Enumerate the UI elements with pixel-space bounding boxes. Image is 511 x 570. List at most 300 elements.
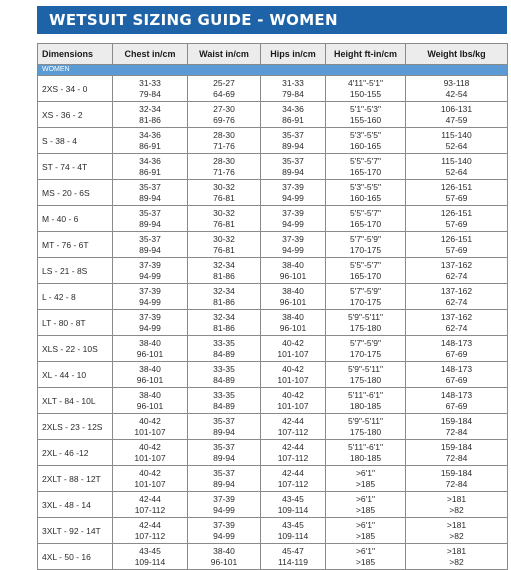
- size-cell: S - 38 - 4: [38, 128, 113, 154]
- hips-cell: [261, 128, 326, 154]
- hips-cell: [261, 440, 326, 466]
- waist-cell: [188, 258, 261, 284]
- header-dimensions: Dimensions: [38, 44, 113, 65]
- imperial-value: 42-44: [282, 441, 304, 452]
- height-cell: [326, 388, 406, 414]
- height-cell: [326, 102, 406, 128]
- table-row: [38, 284, 508, 310]
- table-row: [38, 492, 508, 518]
- metric-value: 71-76: [213, 140, 235, 151]
- metric-value: 81-86: [139, 114, 161, 125]
- hips-cell: [261, 362, 326, 388]
- imperial-value: 5'5"-5'7": [349, 155, 382, 166]
- imperial-value: 40-42: [282, 389, 304, 400]
- metric-value: 89-94: [282, 166, 304, 177]
- weight-cell: [406, 336, 508, 362]
- weight-cell: [406, 180, 508, 206]
- hips-cell: [261, 414, 326, 440]
- height-cell: [326, 284, 406, 310]
- hips-cell: [261, 206, 326, 232]
- imperial-value: 5'1"-5'3": [349, 103, 382, 114]
- imperial-value: >181: [446, 493, 467, 504]
- table-row: [38, 466, 508, 492]
- metric-value: 101-107: [277, 348, 309, 359]
- metric-value: 101-107: [134, 452, 166, 463]
- imperial-value: 33-35: [213, 363, 235, 374]
- waist-cell: [188, 206, 261, 232]
- metric-value: 180-185: [349, 452, 382, 463]
- metric-value: 84-89: [213, 348, 235, 359]
- imperial-value: 34-36: [139, 129, 161, 140]
- imperial-value: 37-39: [282, 207, 304, 218]
- imperial-value: 5'3"-5'5": [349, 181, 382, 192]
- imperial-value: 38-40: [282, 259, 304, 270]
- chest-cell: [113, 76, 188, 102]
- hips-cell: [261, 102, 326, 128]
- imperial-value: 30-32: [213, 181, 235, 192]
- weight-cell: [406, 388, 508, 414]
- imperial-value: 35-37: [213, 467, 235, 478]
- metric-value: 52-64: [445, 140, 468, 151]
- height-cell: [326, 154, 406, 180]
- hips-cell: [261, 336, 326, 362]
- weight-cell: [406, 258, 508, 284]
- metric-value: 107-112: [277, 452, 309, 463]
- metric-value: 165-170: [349, 218, 382, 229]
- metric-value: 89-94: [213, 452, 235, 463]
- hips-cell: [261, 284, 326, 310]
- metric-value: 160-165: [349, 140, 382, 151]
- weight-cell: [406, 206, 508, 232]
- chest-cell: [113, 466, 188, 492]
- imperial-value: 159-184: [440, 467, 473, 478]
- imperial-value: 35-37: [282, 129, 304, 140]
- imperial-value: 40-42: [139, 467, 161, 478]
- size-cell: LT - 80 - 8T: [38, 310, 113, 336]
- height-cell: [326, 544, 406, 570]
- metric-value: 96-101: [136, 374, 164, 385]
- metric-value: 62-74: [445, 270, 468, 281]
- height-cell: [326, 362, 406, 388]
- imperial-value: >6'1": [355, 467, 376, 478]
- metric-value: 57-69: [445, 192, 468, 203]
- chest-cell: [113, 258, 188, 284]
- imperial-value: 43-45: [139, 545, 161, 556]
- metric-value: >185: [355, 478, 376, 489]
- chest-cell: [113, 128, 188, 154]
- waist-cell: [188, 310, 261, 336]
- waist-cell: [188, 492, 261, 518]
- metric-value: 62-74: [445, 322, 468, 333]
- hips-cell: [261, 518, 326, 544]
- table-row: [38, 258, 508, 284]
- sizing-table: [37, 43, 508, 570]
- header-hips: Hips in/cm: [261, 44, 326, 65]
- imperial-value: 35-37: [139, 207, 161, 218]
- imperial-value: 35-37: [213, 415, 235, 426]
- imperial-value: >181: [446, 545, 467, 556]
- imperial-value: 137-162: [440, 311, 473, 322]
- hips-cell: [261, 180, 326, 206]
- imperial-value: >6'1": [355, 519, 376, 530]
- imperial-value: 37-39: [213, 519, 235, 530]
- imperial-value: >6'1": [355, 493, 376, 504]
- chest-cell: [113, 154, 188, 180]
- metric-value: 57-69: [445, 218, 468, 229]
- table-row: [38, 128, 508, 154]
- hips-cell: [261, 544, 326, 570]
- imperial-value: 42-44: [282, 415, 304, 426]
- table-body: [38, 65, 508, 570]
- imperial-value: 34-36: [282, 103, 304, 114]
- header-row: [38, 44, 508, 65]
- imperial-value: 148-173: [440, 363, 473, 374]
- imperial-value: 5'5"-5'7": [349, 207, 382, 218]
- imperial-value: 93-118: [443, 77, 470, 88]
- metric-value: 89-94: [213, 426, 235, 437]
- waist-cell: [188, 414, 261, 440]
- hips-cell: [261, 310, 326, 336]
- weight-cell: [406, 154, 508, 180]
- table-row: [38, 206, 508, 232]
- metric-value: 109-114: [134, 556, 166, 567]
- hips-cell: [261, 492, 326, 518]
- table-row: [38, 76, 508, 102]
- imperial-value: 4'11"-5'1": [347, 77, 384, 88]
- imperial-value: 5'5"-5'7": [349, 259, 382, 270]
- imperial-value: 43-45: [282, 519, 304, 530]
- header-chest: Chest in/cm: [113, 44, 188, 65]
- weight-cell: [406, 440, 508, 466]
- metric-value: 81-86: [213, 322, 235, 333]
- imperial-value: 37-39: [139, 311, 161, 322]
- size-cell: LS - 21 - 8S: [38, 258, 113, 284]
- height-cell: [326, 440, 406, 466]
- size-cell: M - 40 - 6: [38, 206, 113, 232]
- metric-value: 101-107: [134, 478, 166, 489]
- imperial-value: 106-131: [440, 103, 473, 114]
- metric-value: 94-99: [282, 192, 304, 203]
- imperial-value: 42-44: [139, 493, 161, 504]
- size-cell: 3XLT - 92 - 14T: [38, 518, 113, 544]
- table-row: [38, 544, 508, 570]
- weight-cell: [406, 492, 508, 518]
- metric-value: 76-81: [213, 244, 235, 255]
- imperial-value: 126-151: [440, 207, 473, 218]
- chest-cell: [113, 232, 188, 258]
- metric-value: 96-101: [136, 400, 164, 411]
- imperial-value: 38-40: [282, 285, 304, 296]
- table-row: [38, 440, 508, 466]
- waist-cell: [188, 76, 261, 102]
- height-cell: [326, 128, 406, 154]
- metric-value: 67-69: [445, 348, 468, 359]
- size-cell: ST - 74 - 4T: [38, 154, 113, 180]
- table-row: [38, 154, 508, 180]
- chest-cell: [113, 102, 188, 128]
- height-cell: [326, 258, 406, 284]
- imperial-value: 40-42: [139, 441, 161, 452]
- header-weight: Weight lbs/kg: [406, 44, 508, 65]
- size-cell: 2XLS - 23 - 12S: [38, 414, 113, 440]
- waist-cell: [188, 362, 261, 388]
- metric-value: >82: [449, 556, 464, 567]
- imperial-value: >181: [446, 519, 467, 530]
- imperial-value: 115-140: [441, 155, 472, 166]
- imperial-value: 35-37: [213, 441, 235, 452]
- metric-value: 67-69: [445, 400, 468, 411]
- metric-value: 107-112: [277, 426, 309, 437]
- weight-cell: [406, 232, 508, 258]
- waist-cell: [188, 388, 261, 414]
- imperial-value: 32-34: [213, 285, 235, 296]
- imperial-value: 28-30: [213, 155, 235, 166]
- height-cell: [326, 466, 406, 492]
- imperial-value: 45-47: [282, 545, 304, 556]
- imperial-value: 115-140: [441, 129, 472, 140]
- height-cell: [326, 492, 406, 518]
- metric-value: 86-91: [139, 140, 161, 151]
- metric-value: 52-64: [445, 166, 468, 177]
- height-cell: [326, 518, 406, 544]
- weight-cell: [406, 414, 508, 440]
- imperial-value: 5'9"-5'11": [347, 415, 384, 426]
- size-cell: 2XL - 46 -12: [38, 440, 113, 466]
- height-cell: [326, 76, 406, 102]
- imperial-value: 35-37: [282, 155, 304, 166]
- metric-value: 81-86: [213, 296, 235, 307]
- metric-value: 72-84: [445, 478, 468, 489]
- weight-cell: [406, 310, 508, 336]
- imperial-value: 38-40: [139, 363, 161, 374]
- chest-cell: [113, 492, 188, 518]
- metric-value: 57-69: [445, 244, 468, 255]
- hips-cell: [261, 232, 326, 258]
- metric-value: 84-89: [213, 374, 235, 385]
- imperial-value: 5'7"-5'9": [349, 285, 382, 296]
- metric-value: 107-112: [134, 530, 166, 541]
- metric-value: 180-185: [349, 400, 382, 411]
- imperial-value: 32-34: [139, 103, 161, 114]
- imperial-value: 37-39: [282, 233, 304, 244]
- waist-cell: [188, 284, 261, 310]
- imperial-value: 33-35: [213, 337, 235, 348]
- metric-value: 165-170: [349, 270, 382, 281]
- chest-cell: [113, 518, 188, 544]
- metric-value: 79-84: [139, 88, 161, 99]
- metric-value: 165-170: [349, 166, 382, 177]
- metric-value: 72-84: [445, 426, 468, 437]
- chest-cell: [113, 180, 188, 206]
- metric-value: 94-99: [282, 244, 304, 255]
- metric-value: 89-94: [139, 192, 161, 203]
- imperial-value: 159-184: [440, 415, 473, 426]
- imperial-value: 32-34: [213, 259, 235, 270]
- size-cell: XLS - 22 - 10S: [38, 336, 113, 362]
- header-waist: Waist in/cm: [188, 44, 261, 65]
- imperial-value: 37-39: [213, 493, 235, 504]
- metric-value: 84-89: [213, 400, 235, 411]
- imperial-value: 5'3"-5'5": [349, 129, 382, 140]
- metric-value: >82: [449, 530, 464, 541]
- imperial-value: 35-37: [139, 233, 161, 244]
- imperial-value: 5'11"-6'1": [347, 441, 384, 452]
- weight-cell: [406, 284, 508, 310]
- imperial-value: 33-35: [213, 389, 235, 400]
- metric-value: >185: [355, 504, 376, 515]
- height-cell: [326, 336, 406, 362]
- waist-cell: [188, 336, 261, 362]
- imperial-value: 137-162: [440, 259, 473, 270]
- metric-value: 81-86: [213, 270, 235, 281]
- hips-cell: [261, 388, 326, 414]
- chest-cell: [113, 414, 188, 440]
- metric-value: 76-81: [213, 218, 235, 229]
- imperial-value: 31-33: [282, 77, 304, 88]
- table-row: [38, 518, 508, 544]
- metric-value: 155-160: [349, 114, 382, 125]
- metric-value: 109-114: [277, 504, 309, 515]
- metric-value: 79-84: [282, 88, 304, 99]
- metric-value: 109-114: [277, 530, 309, 541]
- imperial-value: 30-32: [213, 233, 235, 244]
- imperial-value: 5'7"-5'9": [349, 337, 382, 348]
- metric-value: 101-107: [277, 400, 309, 411]
- imperial-value: 31-33: [139, 77, 161, 88]
- imperial-value: 126-151: [440, 181, 473, 192]
- imperial-value: 5'9"-5'11": [347, 311, 384, 322]
- size-cell: XLT - 84 - 10L: [38, 388, 113, 414]
- weight-cell: [406, 466, 508, 492]
- waist-cell: [188, 180, 261, 206]
- weight-cell: [406, 518, 508, 544]
- waist-cell: [188, 518, 261, 544]
- section-label: WOMEN: [38, 65, 508, 76]
- chest-cell: [113, 284, 188, 310]
- table-row: [38, 232, 508, 258]
- metric-value: 86-91: [282, 114, 304, 125]
- imperial-value: 40-42: [282, 337, 304, 348]
- imperial-value: 126-151: [440, 233, 473, 244]
- hips-cell: [261, 76, 326, 102]
- waist-cell: [188, 440, 261, 466]
- height-cell: [326, 206, 406, 232]
- height-cell: [326, 310, 406, 336]
- metric-value: 94-99: [213, 530, 235, 541]
- imperial-value: 5'7"-5'9": [349, 233, 382, 244]
- table-row: [38, 362, 508, 388]
- imperial-value: 137-162: [440, 285, 473, 296]
- metric-value: 96-101: [279, 270, 307, 281]
- waist-cell: [188, 544, 261, 570]
- imperial-value: 148-173: [440, 337, 473, 348]
- page-title: WETSUIT SIZING GUIDE - WOMEN: [37, 6, 507, 34]
- metric-value: 94-99: [282, 218, 304, 229]
- imperial-value: >6'1": [355, 545, 376, 556]
- imperial-value: 32-34: [213, 311, 235, 322]
- metric-value: 96-101: [210, 556, 238, 567]
- metric-value: 62-74: [445, 296, 468, 307]
- metric-value: 89-94: [139, 218, 161, 229]
- metric-value: >82: [449, 504, 464, 515]
- hips-cell: [261, 154, 326, 180]
- height-cell: [326, 180, 406, 206]
- metric-value: 94-99: [139, 296, 161, 307]
- imperial-value: 25-27: [213, 77, 235, 88]
- imperial-value: 28-30: [213, 129, 235, 140]
- weight-cell: [406, 362, 508, 388]
- table-row: [38, 414, 508, 440]
- size-cell: 2XS - 34 - 0: [38, 76, 113, 102]
- metric-value: 175-180: [349, 374, 382, 385]
- metric-value: 94-99: [139, 322, 161, 333]
- chest-cell: [113, 544, 188, 570]
- metric-value: 47-59: [445, 114, 468, 125]
- metric-value: 150-155: [349, 88, 382, 99]
- hips-cell: [261, 466, 326, 492]
- table-row: [38, 388, 508, 414]
- chest-cell: [113, 362, 188, 388]
- metric-value: 175-180: [349, 322, 382, 333]
- waist-cell: [188, 102, 261, 128]
- metric-value: 107-112: [134, 504, 166, 515]
- metric-value: 160-165: [349, 192, 382, 203]
- metric-value: >185: [355, 530, 376, 541]
- chest-cell: [113, 388, 188, 414]
- metric-value: 86-91: [139, 166, 161, 177]
- imperial-value: 38-40: [139, 337, 161, 348]
- imperial-value: 30-32: [213, 207, 235, 218]
- metric-value: 89-94: [213, 478, 235, 489]
- weight-cell: [406, 544, 508, 570]
- table-row: [38, 310, 508, 336]
- waist-cell: [188, 232, 261, 258]
- metric-value: 170-175: [349, 348, 382, 359]
- waist-cell: [188, 128, 261, 154]
- height-cell: [326, 232, 406, 258]
- chest-cell: [113, 440, 188, 466]
- imperial-value: 5'11"-6'1": [347, 389, 384, 400]
- imperial-value: 159-184: [440, 441, 473, 452]
- chest-cell: [113, 206, 188, 232]
- metric-value: 69-76: [213, 114, 235, 125]
- metric-value: 94-99: [139, 270, 161, 281]
- imperial-value: 42-44: [139, 519, 161, 530]
- imperial-value: 37-39: [139, 259, 161, 270]
- imperial-value: 40-42: [282, 363, 304, 374]
- imperial-value: 37-39: [282, 181, 304, 192]
- table-row: [38, 102, 508, 128]
- imperial-value: 148-173: [440, 389, 473, 400]
- table-row: [38, 180, 508, 206]
- imperial-value: 42-44: [282, 467, 304, 478]
- waist-cell: [188, 154, 261, 180]
- imperial-value: 38-40: [282, 311, 304, 322]
- metric-value: 101-107: [134, 426, 166, 437]
- metric-value: 67-69: [445, 374, 468, 385]
- metric-value: 107-112: [277, 478, 309, 489]
- header-height: Height ft-in/cm: [326, 44, 406, 65]
- size-cell: 2XLT - 88 - 12T: [38, 466, 113, 492]
- imperial-value: 35-37: [139, 181, 161, 192]
- metric-value: 96-101: [279, 296, 307, 307]
- imperial-value: 40-42: [139, 415, 161, 426]
- imperial-value: 38-40: [213, 545, 235, 556]
- imperial-value: 27-30: [213, 103, 235, 114]
- metric-value: 94-99: [213, 504, 235, 515]
- weight-cell: [406, 128, 508, 154]
- hips-cell: [261, 258, 326, 284]
